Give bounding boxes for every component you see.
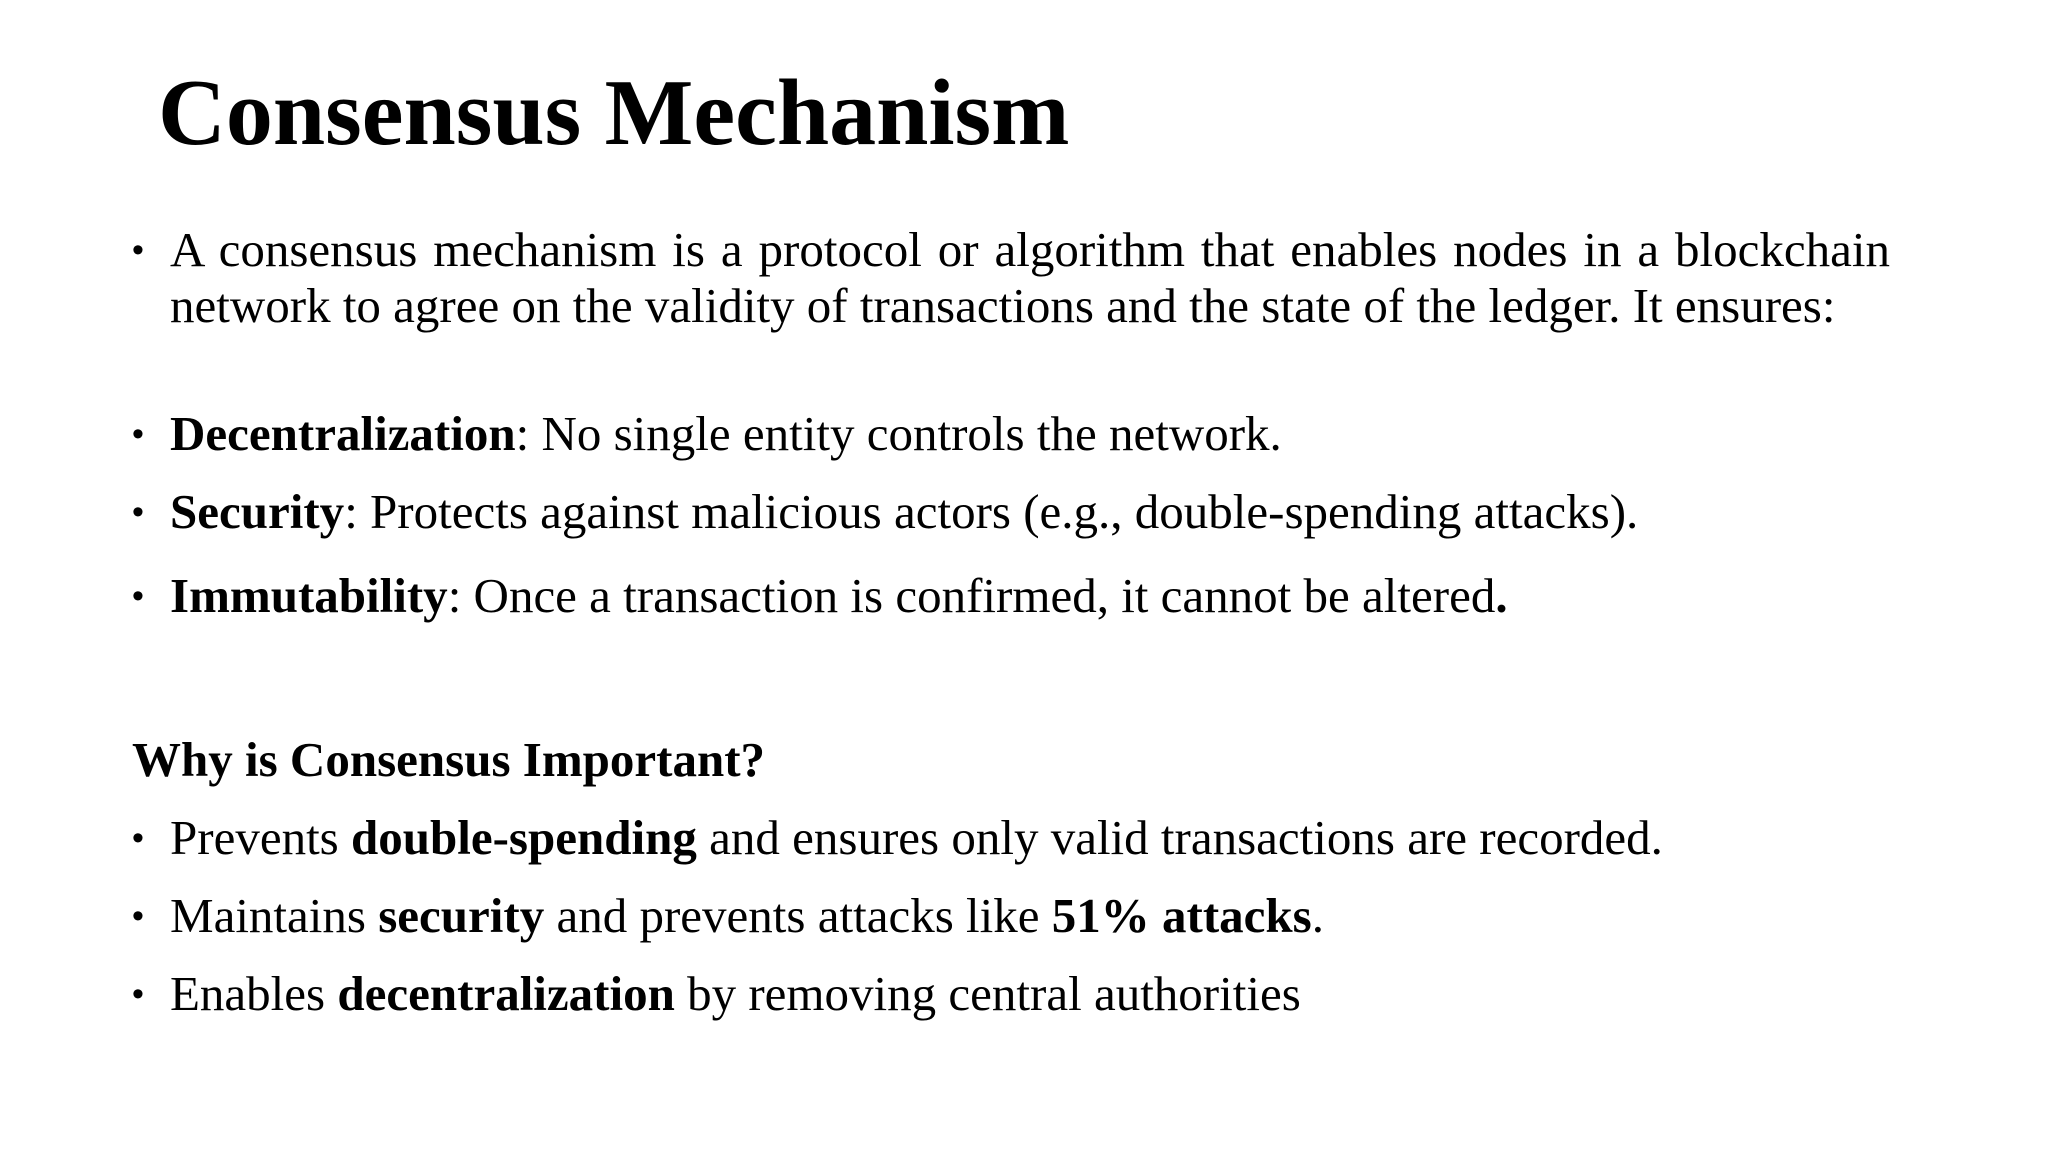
item-text-post: by removing central authorities xyxy=(674,966,1301,1021)
bullet-icon: • xyxy=(132,577,144,615)
item-text-bold: double-spending xyxy=(351,810,697,865)
item-text-mid: and prevents attacks like xyxy=(544,888,1052,943)
item-text-pre: Maintains xyxy=(170,888,379,943)
why-heading: Why is Consensus Important? xyxy=(132,732,766,787)
term-description: : Once a transaction is confirmed, it cannot be altered xyxy=(447,568,1496,623)
term-description: : No single entity controls the network. xyxy=(515,406,1282,461)
term-label: Decentralization xyxy=(170,406,516,461)
item-text-bold: security xyxy=(378,888,545,943)
list-item-decentralization xyxy=(132,406,1890,462)
why-item-security xyxy=(132,888,1890,944)
item-text-post: . xyxy=(1311,888,1324,943)
term-label: Security xyxy=(170,484,345,539)
item-text-bold: decentralization xyxy=(337,966,675,1021)
list-item-security xyxy=(132,484,1890,540)
why-item-double-spending xyxy=(132,810,1890,866)
list-item-immutability xyxy=(132,568,1890,624)
item-text-pre: Prevents xyxy=(170,810,351,865)
bullet-icon: • xyxy=(132,819,144,857)
why-item-decentralization xyxy=(132,966,1890,1022)
item-text-bold-2: 51% attacks xyxy=(1051,888,1312,943)
bullet-icon: • xyxy=(132,415,144,453)
term-end-punctuation: . xyxy=(1495,568,1508,623)
intro-text: A consensus mechanism is a protocol or algorithm that enables nodes in a blockchain network to agree on the validity of transactions and the state of the ledger. It ensures: xyxy=(170,222,1890,333)
item-text-post: and ensures only valid transactions are recorded. xyxy=(696,810,1663,865)
term-label: Immutability xyxy=(170,568,448,623)
bullet-icon: • xyxy=(132,975,144,1013)
intro-bullet xyxy=(132,222,1890,334)
bullet-icon: • xyxy=(132,231,144,269)
term-description: : Protects against malicious actors (e.g., double-spending attacks). xyxy=(344,484,1639,539)
bullet-icon: • xyxy=(132,493,144,531)
bullet-icon: • xyxy=(132,897,144,935)
slide-title: Consensus Mechanism xyxy=(158,61,1070,165)
item-text-pre: Enables xyxy=(170,966,338,1021)
